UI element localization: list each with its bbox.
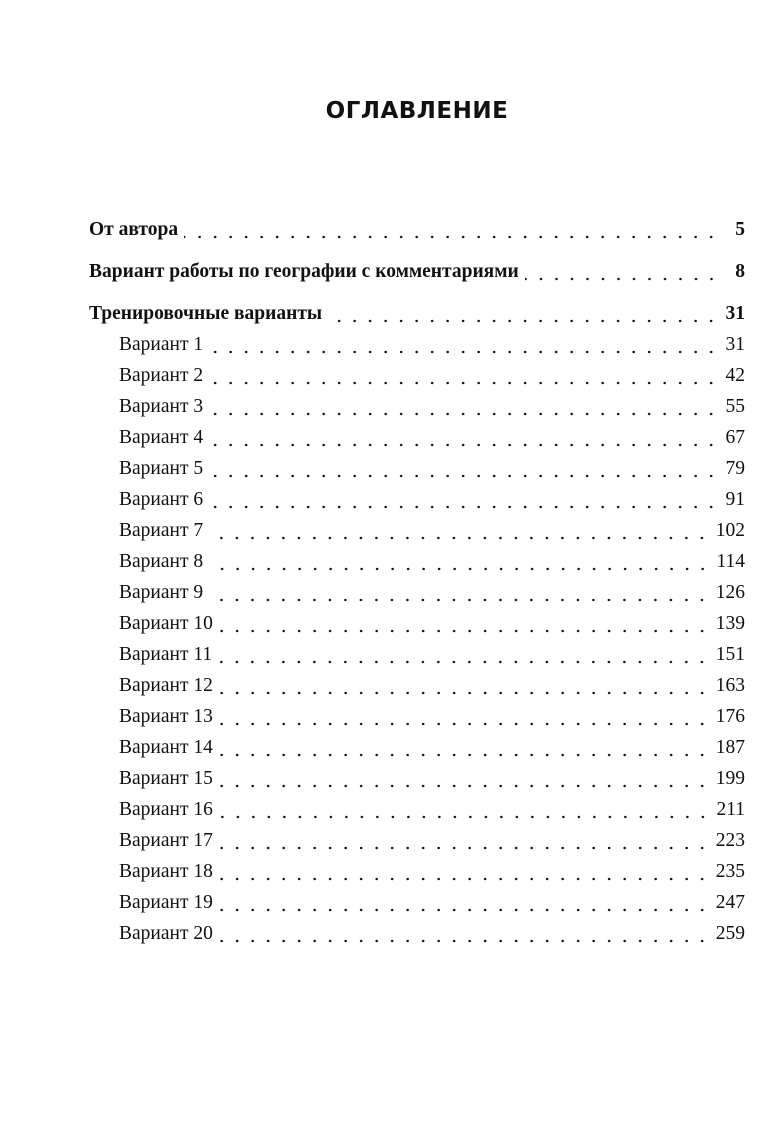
toc-entry-page: 211 bbox=[716, 799, 745, 820]
dot-leader bbox=[209, 381, 719, 385]
toc-entry-page: 235 bbox=[715, 861, 745, 882]
toc-entry[interactable] bbox=[89, 391, 745, 422]
toc-entry[interactable] bbox=[89, 256, 745, 287]
toc-entry[interactable] bbox=[89, 546, 745, 577]
toc-entry-page: 114 bbox=[716, 551, 745, 572]
toc-entry-label: Вариант 8 bbox=[119, 551, 204, 572]
toc-entry-page: 5 bbox=[735, 219, 745, 240]
toc-entry-label: Вариант 17 bbox=[119, 830, 213, 851]
toc-entry-label: Вариант 1 bbox=[119, 334, 204, 355]
dot-leader bbox=[209, 412, 719, 416]
toc-entry[interactable] bbox=[89, 484, 745, 515]
toc-entry-label: Вариант работы по географии с комментариями bbox=[89, 261, 519, 282]
dot-leader bbox=[219, 877, 710, 881]
toc-entry[interactable] bbox=[89, 608, 745, 639]
dot-leader bbox=[219, 722, 710, 726]
toc-entry[interactable] bbox=[89, 670, 745, 701]
toc-entry-label: Вариант 4 bbox=[119, 427, 204, 448]
dot-leader bbox=[525, 277, 719, 281]
toc-entry-label: Вариант 14 bbox=[119, 737, 213, 758]
toc-entry-page: 163 bbox=[715, 675, 745, 696]
toc-entry-page: 139 bbox=[715, 613, 745, 634]
toc-entry[interactable] bbox=[89, 577, 745, 608]
toc-entry-page: 187 bbox=[715, 737, 745, 758]
toc-entry-page: 259 bbox=[715, 923, 745, 944]
dot-leader bbox=[219, 629, 710, 633]
table-of-contents bbox=[89, 214, 745, 949]
toc-entry-label: Вариант 12 bbox=[119, 675, 213, 696]
toc-entry-page: 247 bbox=[715, 892, 745, 913]
toc-entry-page: 31 bbox=[725, 303, 745, 324]
dot-leader bbox=[209, 567, 710, 571]
toc-entry-label: Тренировочные варианты bbox=[89, 303, 323, 324]
toc-entry[interactable] bbox=[89, 918, 745, 949]
toc-entry-label: Вариант 7 bbox=[119, 520, 204, 541]
dot-leader bbox=[328, 319, 719, 323]
toc-entry[interactable] bbox=[89, 794, 745, 825]
toc-entry-label: Вариант 6 bbox=[119, 489, 204, 510]
toc-entry[interactable] bbox=[89, 298, 745, 329]
toc-entry-page: 102 bbox=[715, 520, 745, 541]
dot-leader bbox=[209, 598, 710, 602]
toc-entry-page: 55 bbox=[725, 396, 745, 417]
dot-leader bbox=[219, 784, 710, 788]
toc-entry-page: 8 bbox=[735, 261, 745, 282]
toc-entry[interactable] bbox=[89, 732, 745, 763]
toc-entry-page: 176 bbox=[715, 706, 745, 727]
toc-entry[interactable] bbox=[89, 763, 745, 794]
toc-entry-label: Вариант 5 bbox=[119, 458, 204, 479]
toc-entry-page: 199 bbox=[715, 768, 745, 789]
toc-entry-label: Вариант 10 bbox=[119, 613, 213, 634]
toc-entry[interactable] bbox=[89, 214, 745, 245]
dot-leader bbox=[219, 815, 711, 819]
toc-entry-page: 31 bbox=[725, 334, 745, 355]
toc-entry-page: 42 bbox=[725, 365, 745, 386]
dot-leader bbox=[219, 939, 710, 943]
dot-leader bbox=[209, 474, 719, 478]
toc-entry[interactable] bbox=[89, 453, 745, 484]
dot-leader bbox=[218, 660, 710, 664]
toc-entry[interactable] bbox=[89, 329, 745, 360]
toc-entry-label: Вариант 18 bbox=[119, 861, 213, 882]
dot-leader bbox=[209, 536, 710, 540]
toc-entry[interactable] bbox=[89, 825, 745, 856]
dot-leader bbox=[219, 691, 710, 695]
toc-entry[interactable] bbox=[89, 856, 745, 887]
toc-entry-label: Вариант 20 bbox=[119, 923, 213, 944]
toc-entry-page: 91 bbox=[725, 489, 745, 510]
toc-entry[interactable] bbox=[89, 515, 745, 546]
dot-leader bbox=[219, 753, 710, 757]
dot-leader bbox=[209, 443, 719, 447]
toc-entry[interactable] bbox=[89, 639, 745, 670]
dot-leader bbox=[209, 505, 719, 509]
dot-leader bbox=[219, 846, 710, 850]
toc-entry-label: Вариант 11 bbox=[119, 644, 213, 665]
toc-entry-page: 79 bbox=[725, 458, 745, 479]
toc-entry-page: 67 bbox=[725, 427, 745, 448]
toc-entry-label: Вариант 2 bbox=[119, 365, 204, 386]
toc-entry-page: 151 bbox=[715, 644, 745, 665]
toc-entry[interactable] bbox=[89, 360, 745, 391]
toc-entry-page: 126 bbox=[715, 582, 745, 603]
toc-entry-label: Вариант 16 bbox=[119, 799, 213, 820]
toc-entry-label: Вариант 19 bbox=[119, 892, 213, 913]
dot-leader bbox=[184, 235, 719, 239]
toc-entry-label: Вариант 15 bbox=[119, 768, 213, 789]
page-title: ОГЛАВЛЕНИЕ bbox=[325, 98, 509, 124]
toc-entry[interactable] bbox=[89, 701, 745, 732]
dot-leader bbox=[219, 908, 710, 912]
toc-entry-label: От автора bbox=[89, 219, 179, 240]
toc-entry-label: Вариант 3 bbox=[119, 396, 204, 417]
toc-entry-label: Вариант 9 bbox=[119, 582, 204, 603]
toc-entry[interactable] bbox=[89, 887, 745, 918]
dot-leader bbox=[209, 350, 719, 354]
toc-entry[interactable] bbox=[89, 422, 745, 453]
toc-entry-page: 223 bbox=[715, 830, 745, 851]
toc-entry-label: Вариант 13 bbox=[119, 706, 213, 727]
